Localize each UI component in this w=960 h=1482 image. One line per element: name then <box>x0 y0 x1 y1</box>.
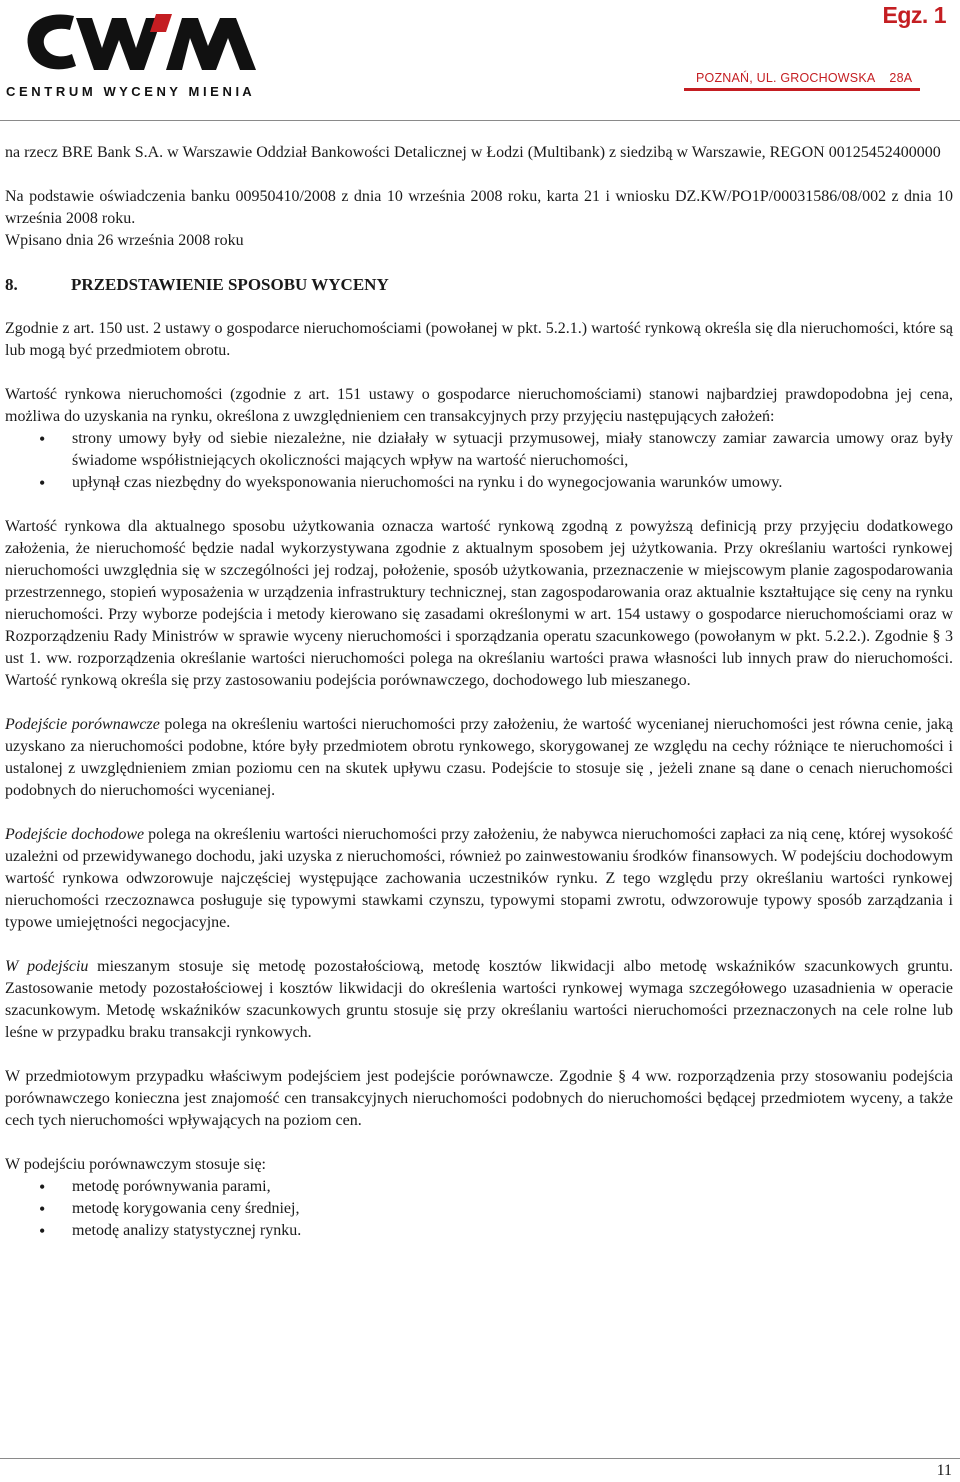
paragraph-income <box>5 824 953 934</box>
text-comparative: polega na określeniu wartości nieruchomości przy założeniu, że wartość wycenianej nieruchomości jest równa cenie, jaką uzyskano za nieruchomości podobne, które były przedmiotem obrotu rynkowego, skorygowanej ze względu na cechy różniące te nieruchomości i ustalonej z uwzględnieniem zmian poziomu cen na skutek upływu czasu. Podejście to stosuje się , jeżeli znane są dane o cenach nieruchomości podobnych do nieruchomości wycenianej. <box>5 716 953 799</box>
company-logo <box>6 8 336 100</box>
paragraph-basis: Na podstawie oświadczenia banku 00950410/2008 z dnia 10 września 2008 roku, karta 21 i wniosku DZ.KW/PO1P/00031586/08/002 z dnia 10 września 2008 roku. <box>5 188 953 227</box>
term-comparative: Podejście porównawcze <box>5 716 160 733</box>
page-number: 11 <box>936 1462 952 1479</box>
paragraph-chosen-approach: W przedmiotowym przypadku właściwym podejściem jest podejście porównawcze. Zgodnie § 4 ww. rozporządzenia przy stosowaniu podejścia porównawczego konieczna jest znajomość cen transakcyjnych nieruchomości podobnych do nieruchomości będącej przedmiotem wyceny, a także cech tych nieruchomości wpływających na poziom cen. <box>5 1068 953 1129</box>
paragraph-mixed <box>5 956 953 1044</box>
header-accent-line <box>684 88 920 91</box>
text-mixed: mieszanym stosuje się metodę pozostałościową, metodę kosztów likwidacji albo metodę wskaźników szacunkowych gruntu. Zastosowanie metody pozostałościowej i kosztów likwidacji do określenia wartości rynkowej wymaga szczegółowego uzasadnienia w operacie szacunkowym. Metodę wskaźników szacunkowych gruntu stosuje się przy określaniu wartości nieruchomości przeznaczonych na cele rolne lub leśne w przypadku braku transakcji rynkowych. <box>5 958 954 1041</box>
logo-caption: C E N T R U M W Y C E N Y M I E N I A <box>6 84 252 99</box>
paragraph-legal-basis: Zgodnie z art. 150 ust. 2 ustawy o gospodarce nieruchomościami (powołanej w pkt. 5.2.1.) wartość rynkową określa się dla nieruchomości, które są lub mogą być przedmiotem obrotu. <box>5 320 953 359</box>
term-income: Podejście dochodowe <box>5 826 145 843</box>
paragraph-market-value: Wartość rynkowa nieruchomości (zgodnie z art. 151 ustawy o gospodarce nieruchomościami) stanowi najbardziej prawdopodobna jej cena, możliwa do uzyskania na rynku, określona z uwzględnieniem cen transakcyjnych przy przyjęciu następujących założeń: <box>5 386 953 425</box>
footer-divider <box>0 1458 960 1459</box>
section-number: 8. <box>5 275 18 294</box>
company-address: POZNAŃ, UL. GROCHOWSKA 28A <box>696 71 913 85</box>
term-mixed: W podejściu <box>5 958 89 975</box>
paragraph-entry-date: Wpisano dnia 26 września 2008 roku <box>5 232 244 249</box>
section-heading <box>5 274 953 296</box>
list-item: • metodę korygowania ceny średniej, <box>5 1198 953 1220</box>
document-body <box>5 142 953 1242</box>
text-income: polega na określeniu wartości nieruchomości przy założeniu, że nabywca nieruchomości zapłaci za nią cenę, której wysokość uzależni od przewidywanego dochodu, jaki uzyska z nieruchomości, również po zainwestowaniu środków finansowych. W podejściu dochodowym wartość rynkowa odwzorowuje najczęściej występujące zachowania uczestników rynku. Z tego względu przy określaniu wartości rynkowej nieruchomości rzeczoznawca posługuje się typowymi stawkami czynszu, typowymi stopami zwrotu, odwzorowuje typowy sposób zarządzania i typowe umiejętności negocjacyjne. <box>5 826 953 931</box>
assumptions-list <box>5 428 953 494</box>
section-title: PRZEDSTAWIENIE SPOSOBU WYCENY <box>71 275 389 294</box>
cwm-logo-graphic <box>6 8 336 100</box>
paragraph-comparative <box>5 714 953 802</box>
list-item: • metodę analizy statystycznej rynku. <box>5 1220 953 1242</box>
methods-list <box>5 1176 953 1242</box>
paragraph-methods-intro: W podejściu porównawczym stosuje się: <box>5 1156 266 1173</box>
paragraph-current-use: Wartość rynkowa dla aktualnego sposobu użytkowania oznacza wartość rynkową zgodną z powyższą definicją przy przyjęciu dodatkowego założenia, że nieruchomość będzie nadal wykorzystywana zgodnie z aktualnym sposobem jej użytkowania. Przy określaniu wartości rynkowej nieruchomości uwzględnia się w szczególności jej rodzaj, położenie, sposób użytkowania, przeznaczenie w miejscowym planie zagospodarowania przestrzennego, stopień wyposażenia w urządzenia infrastruktury technicznej, stan zagospodarowania oraz aktualnie kształtujące się ceny na rynku nieruchomości. Przy wyborze podejścia i metody kierowano się zasadami określonymi w art. 154 ustawy o gospodarce nieruchomościami oraz w Rozporządzeniu Rady Ministrów w sprawie wyceny nieruchomości i sporządzania operatu szacunkowego (powołanym w pkt. 5.2.2.). Zgodnie § 3 ust 1. ww. rozporządzenia określanie wartości nieruchomości polega na określaniu wartości prawa własności lub innych praw do nieruchomości. Wartość rynkową określa się przy zastosowaniu podejścia porównawczego, dochodowego lub mieszanego. <box>5 518 953 689</box>
copy-label: Egz. 1 <box>882 2 946 28</box>
paragraph-recipient: na rzecz BRE Bank S.A. w Warszawie Oddział Bankowości Detalicznej w Łodzi (Multibank) z siedzibą w Warszawie, REGON 00125452400000 <box>5 144 941 161</box>
header-divider <box>0 120 960 121</box>
list-item: • metodę porównywania parami, <box>5 1176 953 1198</box>
list-item: • upłynął czas niezbędny do wyeksponowania nieruchomości na rynku i do wynegocjowania warunków umowy. <box>5 472 953 494</box>
list-item: • strony umowy były od siebie niezależne, nie działały w sytuacji przymusowej, miały stanowczy zamiar zawarcia umowy oraz były świadome współistniejących okoliczności mających wpływ na wartość nieruchomości, <box>5 428 953 472</box>
